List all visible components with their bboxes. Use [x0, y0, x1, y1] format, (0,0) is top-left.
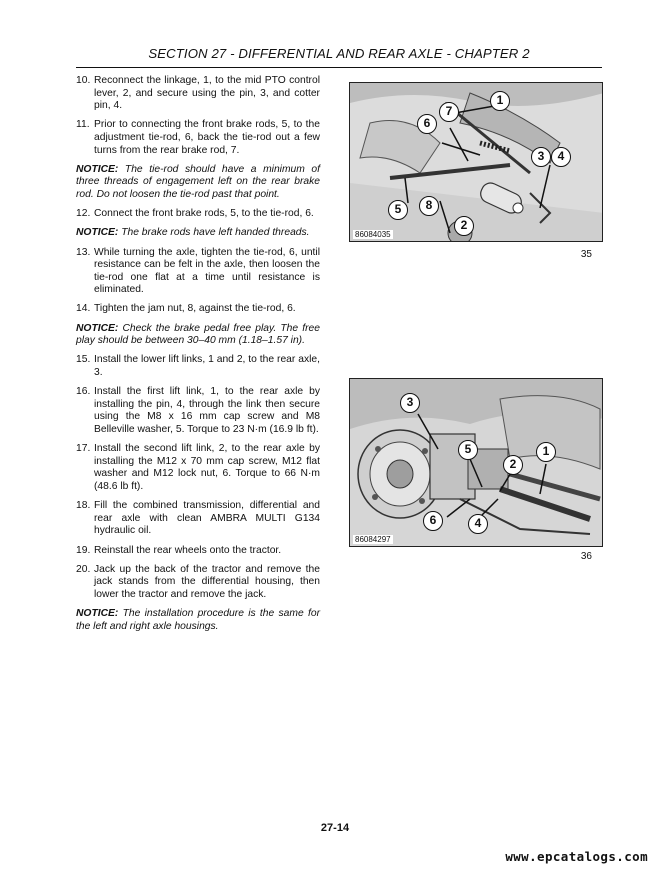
step-12	[76, 208, 320, 221]
step-10	[76, 75, 320, 113]
figure-number: 35	[580, 249, 592, 260]
step-text: Tighten the jam nut, 8, against the tie-rod, 6.	[94, 303, 296, 315]
notice-text: The brake rods have left handed threads.	[118, 227, 310, 239]
step-17	[76, 443, 320, 493]
callout-6: 6	[423, 511, 443, 531]
notice-threads	[76, 227, 320, 240]
step-18	[76, 500, 320, 538]
step-text: While turning the axle, tighten the tie-rod, 6, until resistance can be felt in the axle, then loosen the tie-rod one flat at a time until resistance is eliminated.	[94, 246, 320, 296]
callout-4: 4	[551, 147, 571, 167]
figure-code: 86084297	[355, 535, 391, 544]
step-text: Reinstall the rear wheels onto the tractor.	[94, 544, 282, 556]
callout-7: 7	[439, 102, 459, 122]
step-19	[76, 545, 320, 558]
watermark: www.epcatalogs.com	[505, 849, 648, 864]
step-number: 10.	[76, 75, 91, 86]
notice-label: NOTICE:	[76, 227, 119, 239]
notice-text: Check the brake pedal free play. The free play should be between 30–40 mm (1.18–1.57 in).	[76, 322, 320, 347]
step-text: Prior to connecting the front brake rods, 5, to the adjustment tie-rod, 6, back the tie-rod out a few turns from the rear brake rod, 7.	[94, 119, 320, 156]
step-number: 11.	[76, 119, 90, 131]
step-16	[76, 386, 320, 436]
step-text: Fill the combined transmission, differential and rear axle with clean AMBRA MULTI G134 hydraulic oil.	[94, 500, 320, 537]
callout-4: 4	[468, 514, 488, 534]
step-number: 15.	[76, 354, 91, 366]
callout-5: 5	[458, 440, 478, 460]
step-number: 17.	[76, 443, 91, 455]
page-header: SECTION 27 - DIFFERENTIAL AND REAR AXLE - CHAPTER 2	[148, 46, 530, 61]
step-number: 14.	[76, 303, 91, 315]
step-text: Install the first lift link, 1, to the rear axle by installing the pin, 4, through the link then secure using the M8 x 16 mm cap screw and M8 Belleville washer, 5. Torque to 23 N·m (16.9 lb ft).	[94, 386, 320, 435]
step-number: 13.	[76, 246, 91, 258]
callout-2: 2	[454, 216, 474, 236]
step-number: 20.	[76, 563, 91, 575]
step-number: 16.	[76, 386, 91, 398]
notice-text: The tie-rod should have a minimum of three threads of engagement left on the rear brake rod. Do not loosen the tie-rod past that point.	[76, 163, 320, 200]
step-text: Install the lower lift links, 1 and 2, to the rear axle, 3.	[94, 354, 320, 379]
step-14	[76, 303, 320, 316]
step-13	[76, 247, 320, 297]
step-20	[76, 564, 320, 602]
callout-5: 5	[388, 200, 408, 220]
notice-label: NOTICE:	[76, 163, 119, 175]
step-text: Jack up the back of the tractor and remove the jack stands from the differential housing, then lower the tractor and remove the jack.	[94, 563, 320, 600]
callout-3: 3	[400, 393, 420, 413]
callout-1: 1	[490, 91, 510, 111]
figure-35-brake-linkage-photo	[349, 82, 603, 242]
notice-text: The installation procedure is the same for the left and right axle housings.	[76, 608, 320, 632]
header-divider	[76, 67, 602, 68]
step-number: 18.	[76, 500, 91, 512]
notice-axle-housings	[76, 608, 320, 633]
step-number: 12.	[76, 208, 91, 220]
callout-6: 6	[417, 114, 437, 134]
step-text: Install the second lift link, 2, to the rear axle by installing the M12 x 70 mm cap screw, M12 flat washer and M12 lock nut, 6. Torque to 66 N·m (48.6 lb ft).	[94, 443, 320, 492]
callout-3: 3	[531, 147, 551, 167]
step-number: 19.	[76, 544, 91, 556]
notice-label: NOTICE:	[76, 608, 119, 620]
step-11	[76, 119, 320, 157]
instructions-column	[76, 75, 320, 640]
notice-label: NOTICE:	[76, 322, 119, 334]
figure-code: 86084035	[355, 230, 391, 239]
figure-36-lift-links-photo	[349, 378, 603, 547]
callout-2: 2	[503, 455, 523, 475]
step-text: Connect the front brake rods, 5, to the tie-rod, 6.	[94, 208, 314, 220]
step-15	[76, 354, 320, 379]
page-number: 27-14	[320, 822, 350, 834]
step-text: Reconnect the linkage, 1, to the mid PTO control lever, 2, and secure using the pin, 3, and cotter pin, 4.	[94, 75, 320, 112]
callout-8: 8	[419, 196, 439, 216]
notice-free-play	[76, 323, 320, 348]
notice-tie-rod	[76, 164, 320, 202]
callout-1: 1	[536, 442, 556, 462]
figure-number: 36	[580, 551, 592, 562]
